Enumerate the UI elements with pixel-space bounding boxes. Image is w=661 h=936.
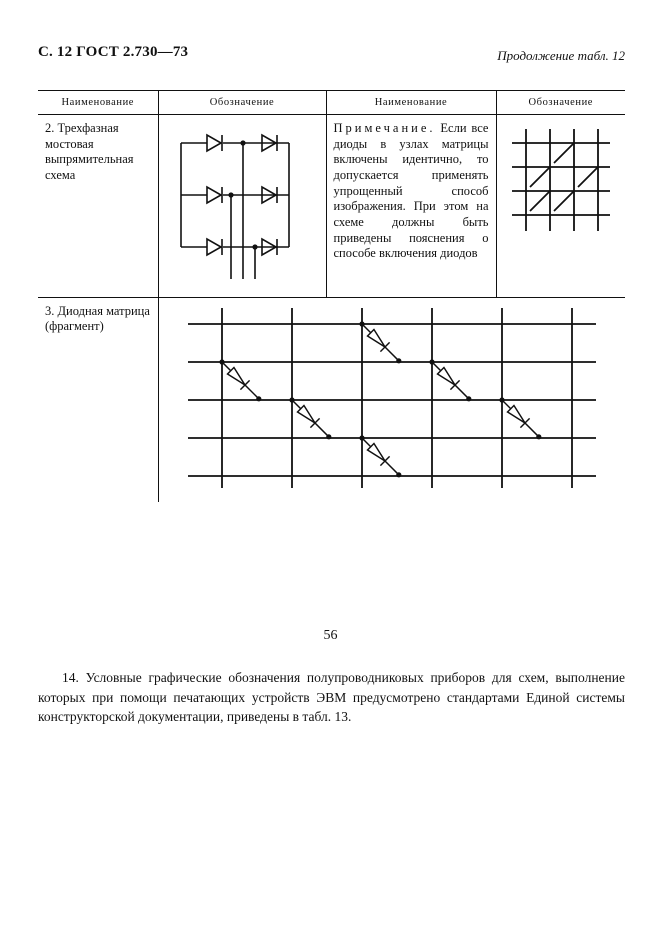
row-name: 3. Диодная матрица (фрагмент) [45,303,150,334]
simplified-diode-matrix-diagram [506,121,616,253]
row-symbol [158,115,326,298]
symbols-table [38,90,625,502]
table-row [38,115,625,298]
table-header-row [38,91,625,115]
row-note [326,115,496,298]
row-symbol [158,297,625,502]
row-note-symbol [496,115,625,298]
diode-matrix-fragment-diagram [182,304,602,492]
table-row [38,297,625,502]
running-title: С. 12 ГОСТ 2.730—73 [38,44,189,60]
column-header-symbol: Обозначение [158,91,326,115]
row-name: 2. Трехфазная мостовая выпрямительная схема [38,115,158,298]
note-heading: Примечание. [333,121,436,136]
table-continuation-label: Продолжение табл. 12 [497,48,625,63]
column-header-name-2: Наименование [326,91,496,115]
page-number: 56 [323,628,338,643]
three-phase-bridge-rectifier-diagram [167,121,317,286]
note-text: Если все диоды в узлах матрицы включены идентично, то допускается применять упрощенный способ изображения. При этом на схеме должны быть приведены пояснения о способе включения диодов [333,121,489,261]
body-paragraph: 14. Условные графические обозначения полупроводниковых приборов для схем, выполнение которых при помощи печатающих устройств ЭВМ предусмотрено стандартами Единой системы конструкторской документации, приведены в табл. 13. [38,670,625,725]
column-header-name: Наименование [38,91,158,115]
column-header-symbol-2: Обозначение [496,91,625,115]
